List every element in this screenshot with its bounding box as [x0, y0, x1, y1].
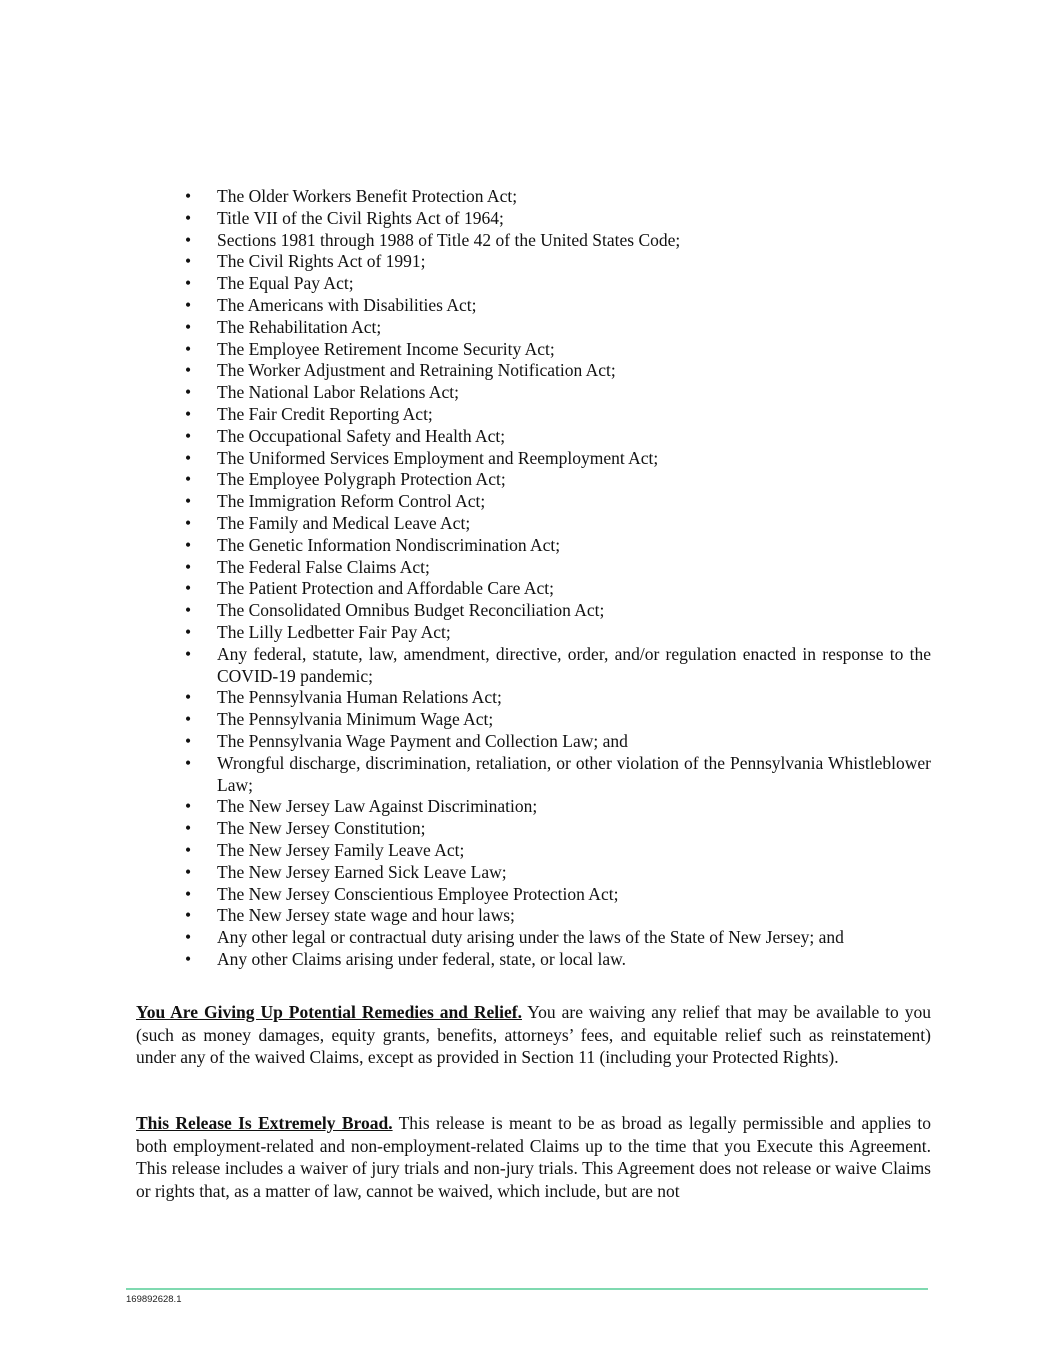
statute-list — [185, 186, 931, 971]
list-item-text: The National Labor Relations Act; — [217, 382, 460, 403]
list-item-text: The Worker Adjustment and Retraining Notification Act; — [217, 360, 616, 381]
bullet-icon: • — [185, 948, 192, 969]
list-item-text: Any federal, statute, law, amendment, directive, order, and/or regulation enacted in response to the COVID-19 pandemic; — [217, 643, 931, 686]
bullet-icon: • — [185, 360, 192, 381]
list-item — [185, 578, 931, 600]
list-item — [185, 796, 931, 818]
list-item-text: The Pennsylvania Wage Payment and Collection Law; and — [217, 730, 628, 751]
list-item — [185, 230, 931, 252]
list-item-text: Wrongful discharge, discrimination, retaliation, or other violation of the Pennsylvania Whistleblower Law; — [217, 752, 931, 795]
list-item — [185, 927, 931, 949]
footer-document-id: 169892628.1 — [126, 1294, 182, 1305]
list-item — [185, 491, 931, 513]
bullet-icon: • — [185, 534, 192, 555]
bullet-icon: • — [185, 425, 192, 446]
footer-rule — [126, 1288, 928, 1290]
remedies-paragraph — [136, 1001, 931, 1069]
list-item — [185, 557, 931, 579]
list-item-text: Title VII of the Civil Rights Act of 1964; — [217, 207, 504, 228]
bullet-icon: • — [185, 687, 192, 708]
list-item-text: The New Jersey Earned Sick Leave Law; — [217, 861, 507, 882]
list-item-text: The Equal Pay Act; — [217, 273, 354, 294]
list-item — [185, 273, 931, 295]
bullet-icon: • — [185, 273, 192, 294]
list-item — [185, 469, 931, 491]
list-item-text: The Uniformed Services Employment and Reemployment Act; — [217, 447, 659, 468]
bullet-icon: • — [185, 251, 192, 272]
list-item-text: The Employee Retirement Income Security Act; — [217, 338, 555, 359]
list-item — [185, 905, 931, 927]
list-item — [185, 622, 931, 644]
list-item-text: The Patient Protection and Affordable Care Act; — [217, 578, 554, 599]
list-item — [185, 317, 931, 339]
bullet-icon: • — [185, 578, 192, 599]
list-item-text: The Federal False Claims Act; — [217, 556, 430, 577]
bullet-icon: • — [185, 556, 192, 577]
bullet-icon: • — [185, 796, 192, 817]
list-item-text: The Immigration Reform Control Act; — [217, 491, 486, 512]
bullet-icon: • — [185, 839, 192, 860]
list-item — [185, 535, 931, 557]
bullet-icon: • — [185, 382, 192, 403]
bullet-icon: • — [185, 600, 192, 621]
list-item — [185, 687, 931, 709]
list-item-text: The Genetic Information Nondiscrimination Act; — [217, 534, 561, 555]
list-item — [185, 818, 931, 840]
release-paragraph — [136, 1112, 931, 1202]
bullet-icon: • — [185, 403, 192, 424]
list-item-text: The New Jersey Family Leave Act; — [217, 839, 465, 860]
list-item — [185, 884, 931, 906]
bullet-icon: • — [185, 818, 192, 839]
list-item-text: Any other Claims arising under federal, state, or local law. — [217, 948, 627, 969]
list-item-text: The Occupational Safety and Health Act; — [217, 425, 506, 446]
list-item-text: The New Jersey Constitution; — [217, 818, 426, 839]
list-item — [185, 644, 931, 688]
release-heading: This Release Is Extremely Broad. — [136, 1113, 393, 1133]
list-item — [185, 513, 931, 535]
list-item-text: The New Jersey Conscientious Employee Protection Act; — [217, 883, 619, 904]
bullet-icon: • — [185, 447, 192, 468]
list-item — [185, 731, 931, 753]
list-item-text: The Employee Polygraph Protection Act; — [217, 469, 506, 490]
list-item — [185, 251, 931, 273]
bullet-icon: • — [185, 338, 192, 359]
list-item-text: The Consolidated Omnibus Budget Reconciliation Act; — [217, 600, 605, 621]
list-item-text: The Older Workers Benefit Protection Act; — [217, 186, 518, 206]
list-item-text: The Family and Medical Leave Act; — [217, 512, 471, 533]
list-item — [185, 404, 931, 426]
bullet-icon: • — [185, 927, 192, 948]
list-item — [185, 709, 931, 731]
list-item-text: The Americans with Disabilities Act; — [217, 294, 477, 315]
bullet-icon: • — [185, 469, 192, 490]
list-item — [185, 840, 931, 862]
list-item-text: The Lilly Ledbetter Fair Pay Act; — [217, 621, 451, 642]
list-item-text: The New Jersey state wage and hour laws; — [217, 905, 515, 926]
list-item-text: Any other legal or contractual duty arising under the laws of the State of New Jersey; and — [217, 927, 844, 948]
bullet-icon: • — [185, 621, 192, 642]
list-item — [185, 600, 931, 622]
remedies-heading: You Are Giving Up Potential Remedies and Relief. — [136, 1002, 522, 1022]
bullet-icon: • — [185, 491, 192, 512]
bullet-icon: • — [185, 294, 192, 315]
list-item — [185, 862, 931, 884]
list-item-text: The Pennsylvania Minimum Wage Act; — [217, 709, 494, 730]
bullet-icon: • — [185, 905, 192, 926]
list-item-text: The Fair Credit Reporting Act; — [217, 403, 433, 424]
list-item-text: The Civil Rights Act of 1991; — [217, 251, 426, 272]
release-body: This release is meant to be as broad as legally permissible and applies to both employment-related and non-employment-related Claims up to the time that you Execute this Agreement. This release includes a waiver of jury trials and non-jury trials. This Agreement does not release or waive Claims or rights that, as a matter of law, cannot be waived, which include, but are not — [136, 1113, 932, 1201]
list-item — [185, 295, 931, 317]
list-item-text: The Rehabilitation Act; — [217, 316, 382, 337]
list-item — [185, 360, 931, 382]
bullet-icon: • — [185, 883, 192, 904]
list-item — [185, 186, 931, 208]
bullet-icon: • — [185, 512, 192, 533]
bullet-icon: • — [185, 730, 192, 751]
bullet-icon: • — [185, 643, 192, 664]
list-item — [185, 448, 931, 470]
list-item-text: The Pennsylvania Human Relations Act; — [217, 687, 502, 708]
list-item-text: The New Jersey Law Against Discrimination; — [217, 796, 538, 817]
bullet-icon: • — [185, 186, 192, 206]
bullet-icon: • — [185, 207, 192, 228]
bullet-icon: • — [185, 229, 192, 250]
bullet-icon: • — [185, 861, 192, 882]
list-item — [185, 339, 931, 361]
list-item — [185, 753, 931, 797]
bullet-icon: • — [185, 316, 192, 337]
list-item — [185, 208, 931, 230]
list-item — [185, 382, 931, 404]
list-item — [185, 426, 931, 448]
bullet-icon: • — [185, 752, 192, 773]
list-item-text: Sections 1981 through 1988 of Title 42 of the United States Code; — [217, 229, 681, 250]
remedies-body: You are waiving any relief that may be available to you (such as money damages, equity grants, benefits, attorneys’ fees, and equitable relief such as reinstatement) under any of the waived Claims, except as provided in Section 11 (including your Protected Rights). — [136, 1002, 931, 1068]
bullet-icon: • — [185, 709, 192, 730]
list-item — [185, 949, 931, 971]
